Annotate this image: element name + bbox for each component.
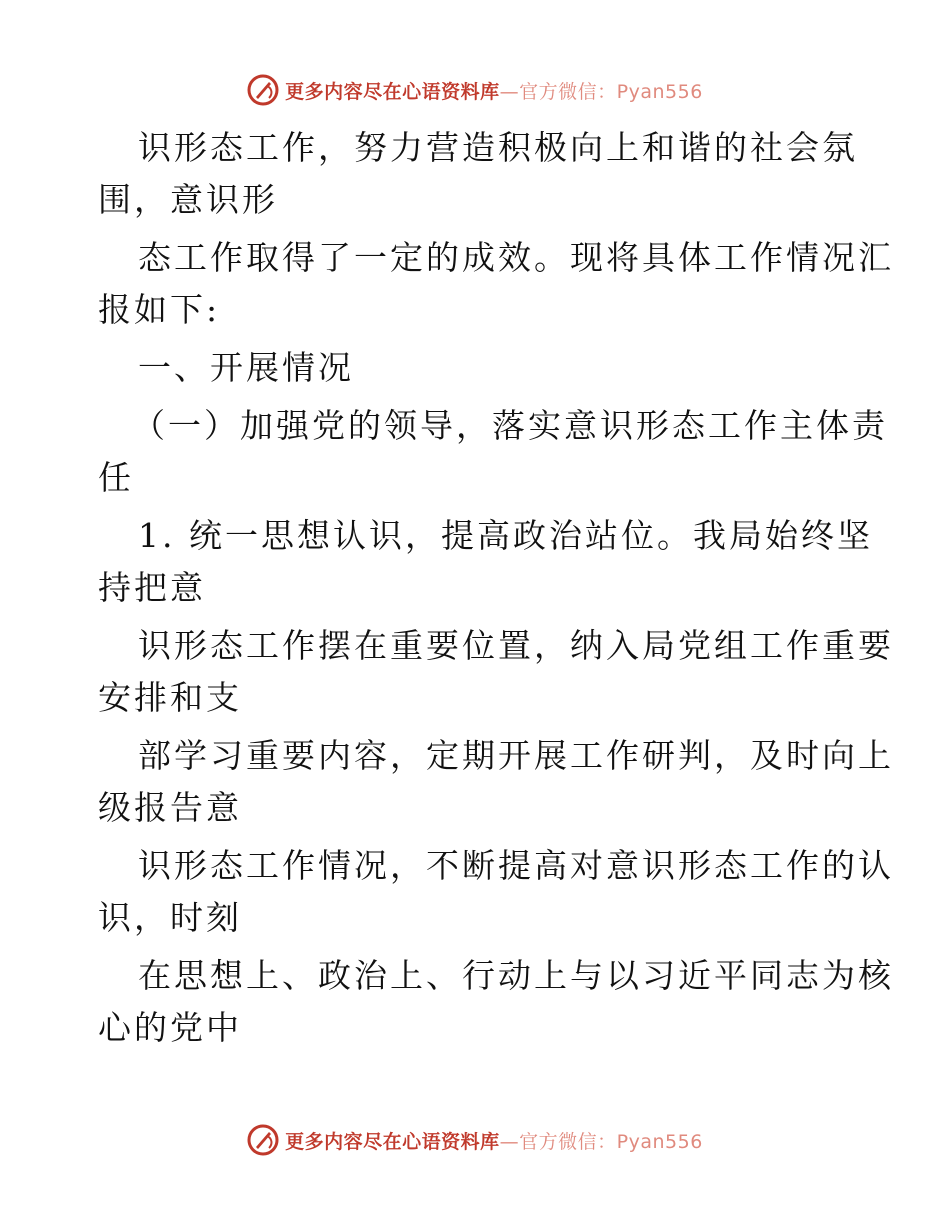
line-8-cont: 识，时刻 bbox=[98, 898, 242, 937]
section-heading: 一、开展情况 bbox=[138, 348, 354, 387]
header-banner-wechat: 官方微信：Pyan556 bbox=[519, 80, 703, 103]
header-watermark-banner bbox=[0, 70, 950, 110]
line-6-first: 识形态工作摆在重要位置，纳入局党组工作重要 bbox=[138, 626, 894, 665]
line-5-cont: 持把意 bbox=[98, 568, 206, 607]
line-2-cont: 报如下: bbox=[98, 290, 221, 329]
document-body bbox=[0, 122, 950, 1054]
line-1-cont: 围，意识形 bbox=[98, 180, 278, 219]
line-1-first: 识形态工作，努力营造积极向上和谐的社会氛 bbox=[138, 128, 858, 167]
quill-logo-icon bbox=[247, 1124, 279, 1156]
footer-watermark-banner bbox=[0, 1120, 950, 1160]
quill-logo-icon bbox=[247, 74, 279, 106]
footer-banner-wechat: 官方微信：Pyan556 bbox=[519, 1130, 703, 1153]
footer-banner-main: 更多内容尽在心语资料库 bbox=[285, 1130, 500, 1153]
footer-banner-text bbox=[285, 1127, 703, 1154]
line-9-first: 在思想上、政治上、行动上与以习近平同志为核 bbox=[138, 956, 894, 995]
line-7-cont: 级报告意 bbox=[98, 788, 242, 827]
header-banner-main: 更多内容尽在心语资料库 bbox=[285, 80, 500, 103]
subsection-heading-first: （一）加强党的领导，落实意识形态工作主体责 bbox=[132, 406, 888, 445]
line-5-first: 1. 统一思想认识，提高政治站位。我局始终坚 bbox=[138, 516, 873, 555]
line-7-first: 部学习重要内容，定期开展工作研判，及时向上 bbox=[138, 736, 894, 775]
line-2-first: 态工作取得了一定的成效。现将具体工作情况汇 bbox=[138, 238, 894, 277]
line-8-first: 识形态工作情况，不断提高对意识形态工作的认 bbox=[138, 846, 894, 885]
header-banner-sep: — bbox=[499, 80, 520, 103]
subsection-heading-cont: 任 bbox=[98, 458, 134, 497]
line-6-cont: 安排和支 bbox=[98, 678, 242, 717]
footer-banner-sep: — bbox=[499, 1130, 520, 1153]
line-9-cont: 心的党中 bbox=[98, 1008, 242, 1047]
header-banner-text bbox=[285, 77, 703, 104]
